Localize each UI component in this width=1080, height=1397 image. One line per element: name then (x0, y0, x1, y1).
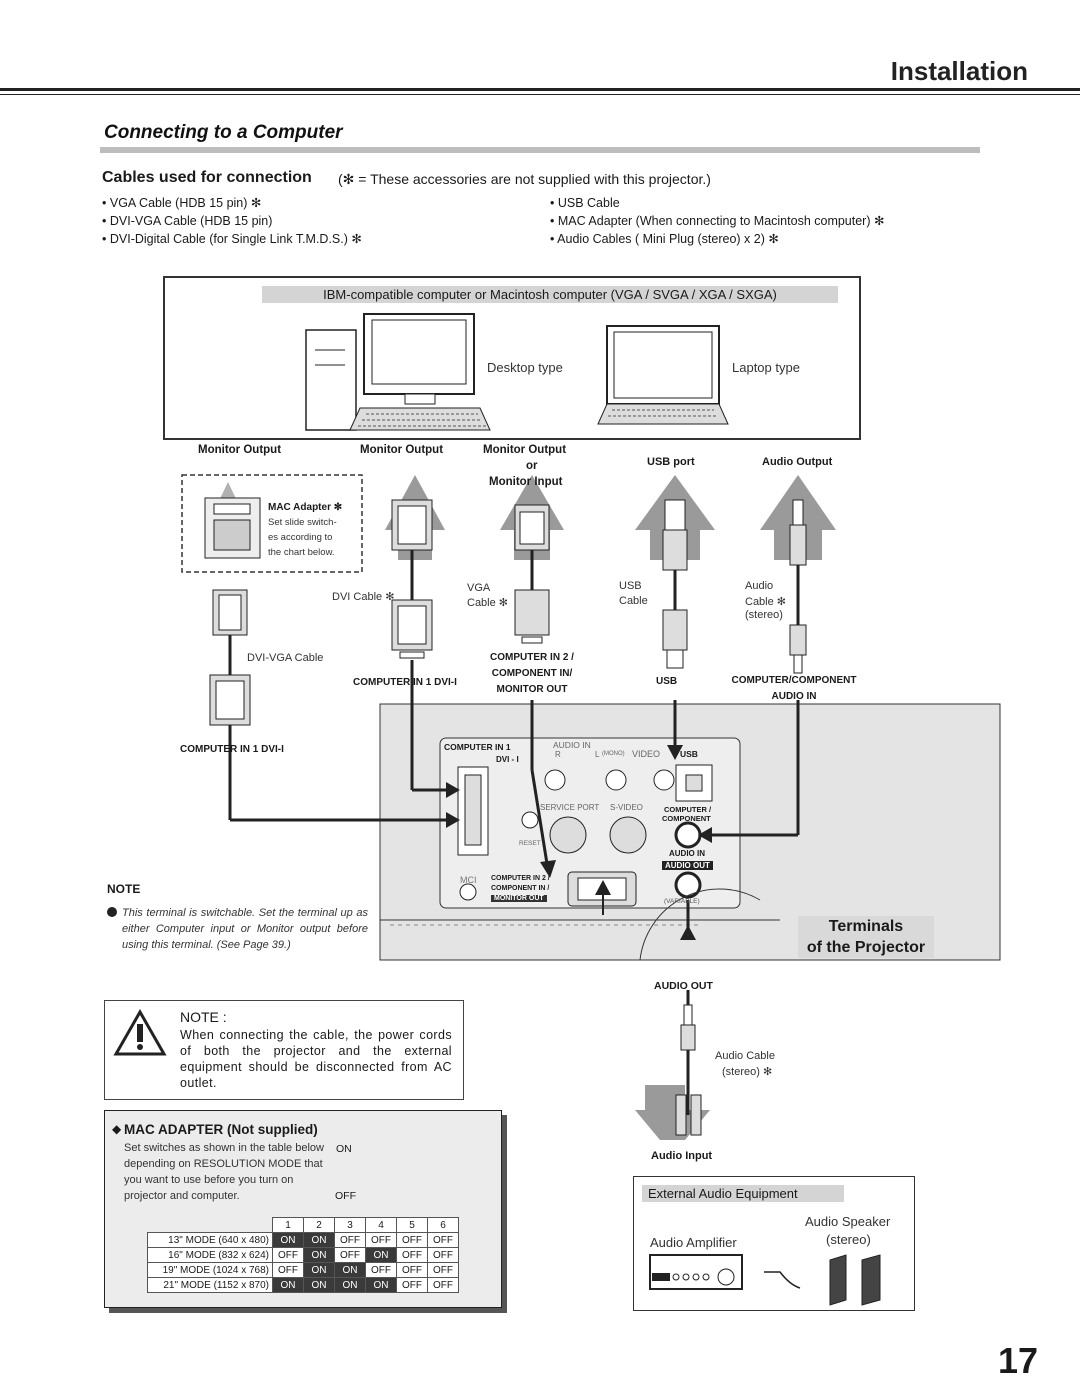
mac-mode-table (147, 1217, 459, 1293)
computer-in1-dvi-left-label: COMPUTER IN 1 DVI-I (180, 744, 284, 755)
desktop-computer-icon (306, 314, 490, 430)
table-row: 19" MODE (1024 x 768) OFF ON ON OFF OFF OFF (148, 1263, 459, 1278)
mac-adapter-icon (205, 498, 260, 558)
laptop-computer-icon (598, 326, 728, 424)
cables-heading: Cables used for connection (102, 169, 312, 186)
panel-audio-in: AUDIO IN (553, 740, 591, 750)
audio-speaker-label: Audio Speaker (805, 1214, 891, 1229)
panel-audio-out: AUDIO OUT (662, 861, 713, 870)
panel-audio-in-2: AUDIO IN (669, 849, 705, 858)
audio-output-label: Audio Output (762, 456, 833, 468)
adapter-text: Set slide switch- es according to the chart below. (268, 517, 337, 558)
audio-input-label: Audio Input (651, 1150, 713, 1162)
cable-item: • DVI-Digital Cable (for Single Link T.M.D.S.) ✻ (102, 230, 362, 248)
dvi-cable-label: DVI Cable ✻ (332, 591, 395, 603)
panel-computer: COMPUTER / (664, 805, 712, 814)
table-row: 21" MODE (1152 x 870) ON ON ON ON OFF OFF (148, 1278, 459, 1293)
usb-cable-label: USB (619, 580, 642, 592)
audio-cable-label-2: Cable ✻ (745, 596, 787, 608)
panel-service-port: SERVICE PORT (540, 803, 600, 812)
panel-ci2-c: MONITOR OUT (491, 895, 547, 902)
usb-port-label: USB port (647, 456, 695, 468)
audio-speaker-stereo: (stereo) (826, 1232, 871, 1247)
monitor-output-label: Monitor Output (198, 444, 282, 456)
panel-r: R (555, 750, 561, 759)
computer-in1-dvi-label: COMPUTER IN 1 DVI-I (353, 677, 457, 688)
monitor-output-label: Monitor Output (360, 444, 444, 456)
audio-amplifier-label: Audio Amplifier (650, 1235, 737, 1250)
side-note-heading: NOTE (107, 882, 141, 896)
note-title: NOTE : (180, 1009, 227, 1025)
panel-l: L (595, 750, 600, 759)
panel-mci: MCI (460, 875, 477, 885)
table-header-row: 1 2 3 4 5 6 (148, 1218, 459, 1233)
panel-variable: (VARIABLE) (664, 898, 700, 905)
usb-port-terminal-label: USB (656, 676, 678, 687)
panel-mono: (MONO) (602, 751, 625, 757)
dvi-vga-cable-label: DVI-VGA Cable (247, 652, 324, 664)
cable-item: • USB Cable (550, 194, 884, 212)
panel-dvi-i: DVI - I (496, 755, 519, 764)
panel-ci2-b: COMPONENT IN / (491, 885, 550, 892)
panel-component: COMPONENT (662, 814, 711, 823)
usb-cable-label-2: Cable (619, 595, 648, 607)
audio-cable-label: Audio (745, 580, 774, 592)
vga-cable-label: VGA (467, 582, 491, 594)
monitor-input-label: Monitor Input (489, 476, 563, 488)
side-note-text: This terminal is switchable. Set the terminal up as either Computer input or Monitor output before using this terminal. (See Page 39.) (122, 907, 368, 951)
switch-on-label: ON (336, 1143, 352, 1155)
page-number: 17 (997, 1340, 1038, 1381)
cable-item: • MAC Adapter (When connecting to Macintosh computer) ✻ (550, 212, 884, 230)
external-audio-label: External Audio Equipment (642, 1185, 844, 1202)
panel-usb: USB (680, 749, 698, 759)
section-title: Connecting to a Computer (104, 122, 343, 143)
panel-reset: RESET (519, 840, 541, 847)
computer-label: IBM-compatible computer or Macintosh computer (VGA / SVGA / XGA / SXGA) (262, 286, 838, 303)
cables-note: (✻ = These accessories are not supplied with this projector.) (338, 171, 711, 187)
diamond-bullet-icon: ◆ (112, 1122, 122, 1136)
computer-in2-label: COMPUTER IN 2 / COMPONENT IN/ MONITOR OUT (490, 652, 574, 695)
page-header-title: Installation (890, 56, 1028, 86)
panel-svideo: S-VIDEO (610, 803, 643, 812)
or-label: or (526, 460, 538, 472)
note-text: When connecting the cable, the power cords of both the projector and the external equipment should be disconnected from AC outlet. (180, 1028, 452, 1090)
mac-adapter-text: Set switches as shown in the table below depending on RESOLUTION MODE that you want to use before you turn on projector and computer. (124, 1142, 324, 1202)
audio-cable-label: Audio Cable (715, 1050, 775, 1062)
terminals-label: Terminals of the Projector (798, 916, 934, 958)
audio-cable-label-3: (stereo) (745, 609, 783, 621)
bullet-icon (107, 907, 117, 917)
desktop-label: Desktop type (487, 360, 563, 375)
mac-adapter-title: MAC Adapter ✻ (268, 502, 343, 513)
cable-item: • Audio Cables ( Mini Plug (stereo) x 2) ✻ (550, 230, 884, 248)
switch-off-label: OFF (335, 1190, 356, 1202)
vga-cable-label-2: Cable ✻ (467, 597, 509, 609)
mac-adapter-title: MAC ADAPTER (Not supplied) (124, 1122, 318, 1137)
panel-ci2-a: COMPUTER IN 2 / (491, 875, 550, 882)
panel-video: VIDEO (632, 749, 661, 759)
panel-comp-in1: COMPUTER IN 1 (444, 742, 511, 752)
laptop-label: Laptop type (732, 360, 800, 375)
table-row: 16" MODE (832 x 624) OFF ON OFF ON OFF OFF (148, 1248, 459, 1263)
audio-out-label: AUDIO OUT (654, 980, 713, 992)
cable-item: • VGA Cable (HDB 15 pin) ✻ (102, 194, 362, 212)
computer-component-audio-in-label: COMPUTER/COMPONENT AUDIO IN (731, 675, 857, 702)
cable-item: • DVI-VGA Cable (HDB 15 pin) (102, 212, 362, 230)
table-row: 13" MODE (640 x 480) ON ON OFF OFF OFF OFF (148, 1233, 459, 1248)
monitor-output-label: Monitor Output (483, 444, 567, 456)
audio-cable-stereo: (stereo) ✻ (722, 1066, 773, 1078)
